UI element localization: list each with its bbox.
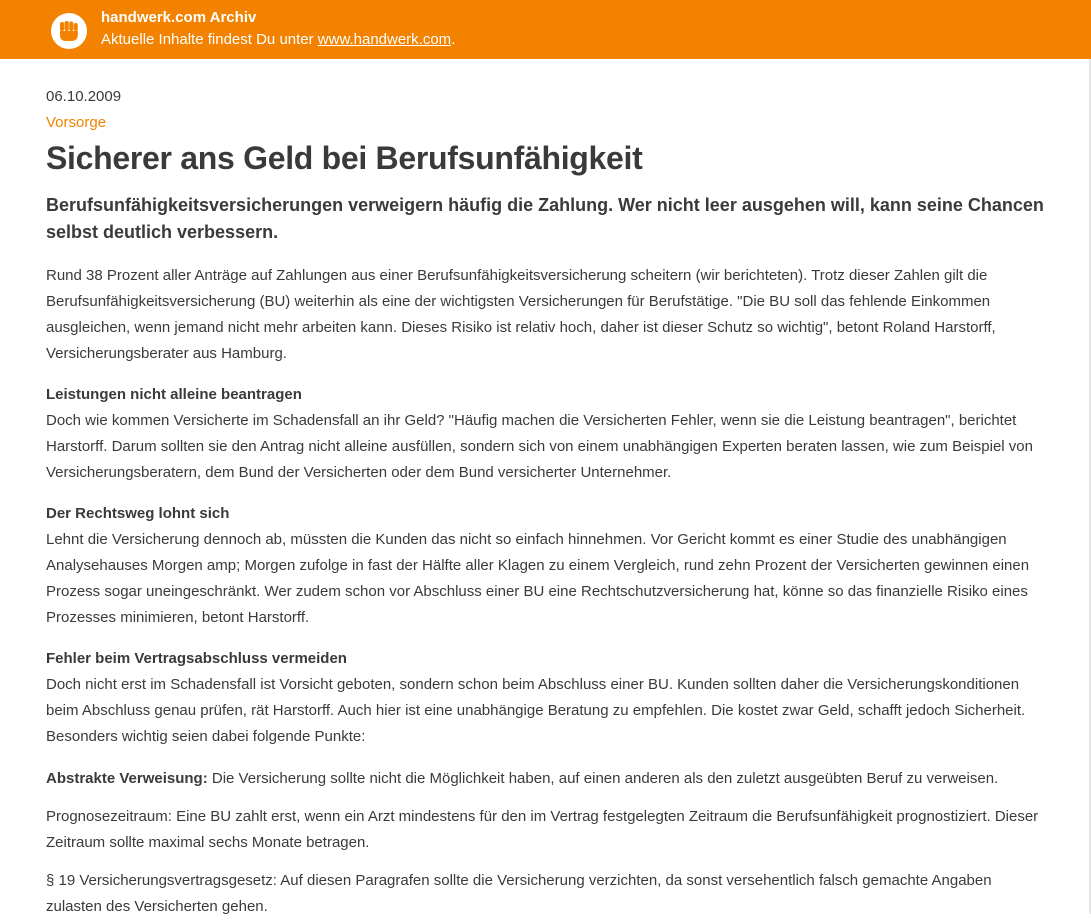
section-text: Lehnt die Versicherung dennoch ab, müssten die Kunden das nicht so einfach hinnehmen. Vor Gericht kommt es einer Studie des unabhängigen Analysehauses Morgen amp; Morgen zufolge in fast der Hälfte aller Klagen zu einem Vergleich, rund zehn Prozent der Versicherten gewinnen einen Prozess sogar uneingeschränkt. Wer zudem schon vor Abschluss einer BU eine Rechtschutzversicherung hat, könne so das finanzielle Risiko eines Prozesses minimieren, betont Harstorff.	[46, 531, 1030, 626]
section-rechtsweg	[46, 501, 1046, 631]
section-heading: Der Rechtsweg lohnt sich	[46, 505, 230, 522]
section-text: Doch nicht erst im Schadensfall ist Vorsicht geboten, sondern schon beim Abschluss einer BU. Kunden sollten daher die Versicherungskonditionen beim Abschluss genau prüfen, rät Harstorff. Auch hier ist eine unabhängige Beratung zu empfehlen. Die kostet zwar Geld, schafft jedoch Sicherheit. Besonders wichtig seien dabei folgende Punkte:	[46, 676, 1026, 745]
banner-subtitle-suffix: .	[451, 31, 456, 48]
section-vertragsabschluss	[46, 646, 1046, 750]
banner-subtitle-prefix: Aktuelle Inhalte findest Du unter	[101, 31, 318, 48]
point-abstrakte-verweisung	[46, 766, 1046, 792]
fist-icon	[59, 20, 79, 42]
banner-subtitle	[101, 31, 455, 49]
point-label: Abstrakte Verweisung:	[46, 770, 208, 787]
archive-banner	[0, 0, 1091, 59]
logo[interactable]	[51, 13, 87, 49]
article-category[interactable]: Vorsorge	[46, 114, 107, 131]
article-date: 06.10.2009	[46, 88, 122, 105]
article-lead: Berufsunfähigkeitsversicherungen verweigern häufig die Zahlung. Wer nicht leer ausgehen will, kann seine Chancen selbst deutlich verbessern.	[46, 195, 1044, 242]
banner-title: handwerk.com Archiv	[101, 9, 257, 26]
article	[46, 87, 1046, 920]
point-prognosezeitraum: Prognosezeitraum: Eine BU zahlt erst, wenn ein Arzt mindestens für den im Vertrag festgelegten Zeitraum die Berufsunfähigkeit prognostiziert. Dieser Zeitraum sollte maximal sechs Monate betragen.	[46, 808, 1039, 851]
handwerk-link[interactable]: www.handwerk.com	[317, 31, 452, 48]
section-text: Doch wie kommen Versicherte im Schadensfall an ihr Geld? "Häufig machen die Versicherten Fehler, wenn sie die Leistung beantragen", berichtet Harstorff. Darum sollten sie den Antrag nicht alleine ausfüllen, sondern sich von einem unabhängigen Experten beraten lassen, wie zum Beispiel von Versicherungsberatern, dem Bund der Versicherten oder dem Bund versicherter Unternehmer.	[46, 412, 1033, 481]
section-leistungen	[46, 382, 1046, 486]
point-text: Die Versicherung sollte nicht die Möglichkeit haben, auf einen anderen als den zuletzt ausgeübten Beruf zu verweisen.	[207, 770, 999, 787]
point-paragraf-19: § 19 Versicherungsvertragsgesetz: Auf diesen Paragrafen sollte die Versicherung verzichten, da sonst versehentlich falsch gemachte Angaben zulasten des Versicherten gehen.	[46, 872, 992, 915]
section-heading: Fehler beim Vertragsabschluss vermeiden	[46, 650, 347, 667]
section-heading: Leistungen nicht alleine beantragen	[46, 386, 302, 403]
article-intro: Rund 38 Prozent aller Anträge auf Zahlungen aus einer Berufsunfähigkeitsversicherung scheitern (wir berichteten). Trotz dieser Zahlen gilt die Berufsunfähigkeitsversicherung (BU) weiterhin als eine der wichtigsten Versicherungen für Berufstätige. "Die BU soll das fehlende Einkommen ausgleichen, wenn jemand nicht mehr arbeiten kann. Dieses Risiko ist relativ hoch, daher ist dieser Schutz so wichtig", betont Roland Harstorff, Versicherungsberater aus Hamburg.	[46, 267, 996, 362]
article-title: Sicherer ans Geld bei Berufsunfähigkeit	[46, 140, 643, 176]
